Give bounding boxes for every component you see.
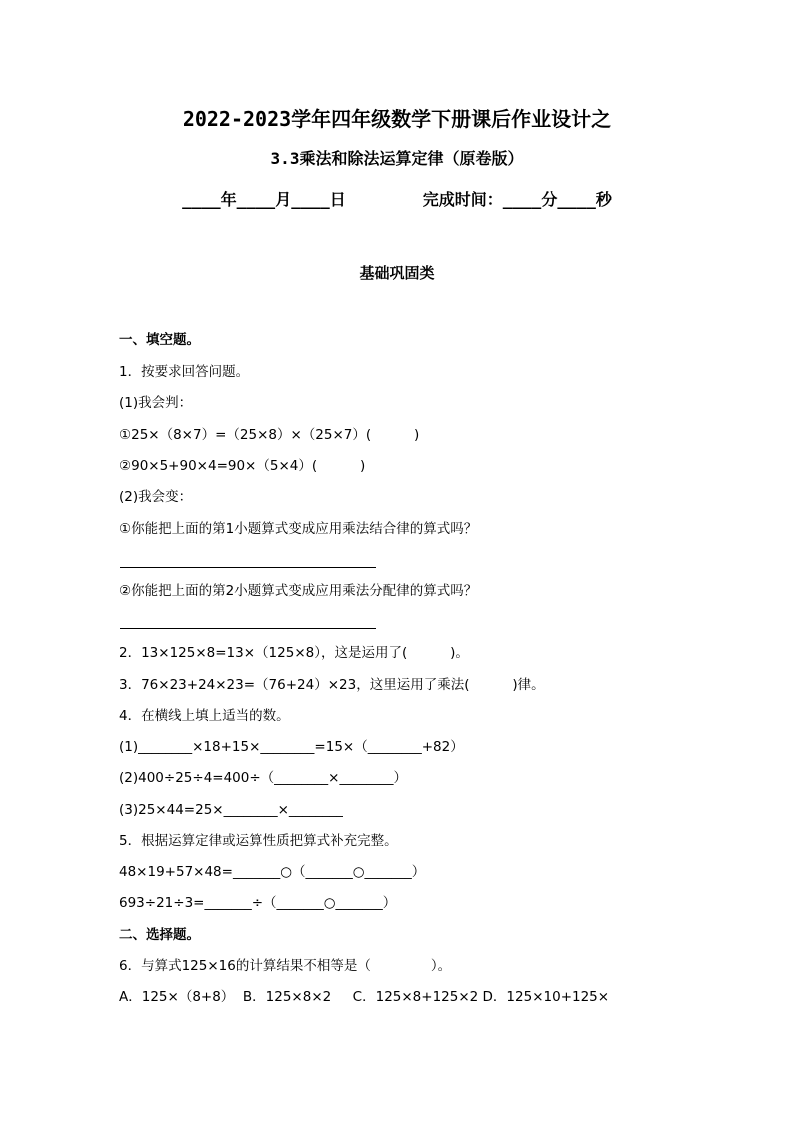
section-heading: 基础巩固类 bbox=[359, 264, 435, 282]
question-5: 5．根据运算定律或运算性质把算式补充完整。 bbox=[119, 833, 398, 849]
question-4-item-2: (2)400÷25÷4=400÷（________×________） bbox=[119, 770, 407, 786]
question-1: 1．按要求回答问题。 bbox=[119, 364, 250, 380]
question-4-item-1: (1)________×18+15×________=15×（________+82） bbox=[119, 739, 464, 755]
question-1-item-b: ②90×5+90×4=90×（5×4）( ) bbox=[119, 458, 366, 474]
question-1-item-d: ②你能把上面的第2小题算式变成应用乘法分配律的算式吗？ bbox=[119, 583, 478, 599]
answer-line-1 bbox=[120, 567, 376, 568]
question-3: 3．76×23+24×23=（76+24）×23，这里运用了乘法( )律。 bbox=[119, 677, 545, 693]
question-1-part-2: (2)我会变： bbox=[119, 489, 193, 505]
date-time-line: ____年____月____日 完成时间：____分____秒 bbox=[182, 190, 612, 209]
part2-heading: 二、选择题。 bbox=[119, 927, 200, 943]
question-1-part-1: (1)我会判： bbox=[119, 395, 193, 411]
document-title: 2022-2023学年四年级数学下册课后作业设计之 bbox=[182, 107, 612, 131]
question-1-item-c: ①你能把上面的第1小题算式变成应用乘法结合律的算式吗？ bbox=[119, 521, 478, 537]
question-6-options: A．125×（8+8） B．125×8×2 C．125×8+125×2 D．125×10+125× bbox=[119, 989, 610, 1005]
question-6: 6．与算式125×16的计算结果不相等是（ ）。 bbox=[119, 958, 452, 974]
part1-heading: 一、填空题。 bbox=[119, 332, 200, 348]
question-4: 4．在横线上填上适当的数。 bbox=[119, 708, 290, 724]
question-5-item-1: 48×19+57×48=_______○（_______○_______） bbox=[119, 864, 426, 880]
document-subtitle: 3.3乘法和除法运算定律（原卷版） bbox=[270, 149, 524, 168]
question-5-item-2: 693÷21÷3=_______÷（_______○_______） bbox=[119, 895, 397, 911]
question-1-item-a: ①25×（8×7）=（25×8）×（25×7）( ) bbox=[119, 427, 420, 443]
answer-line-2 bbox=[120, 628, 376, 629]
question-2: 2．13×125×8=13×（125×8），这是运用了( )。 bbox=[119, 645, 469, 661]
question-4-item-3: (3)25×44=25×________×________ bbox=[119, 802, 343, 818]
